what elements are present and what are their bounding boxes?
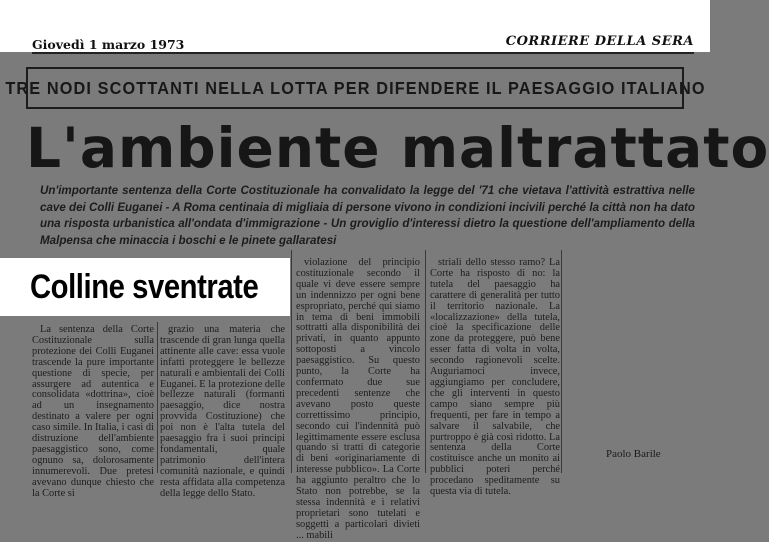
newspaper-masthead: CORRIERE DELLA SERA — [505, 34, 694, 49]
column-divider — [157, 322, 158, 473]
article-column-2 — [160, 324, 285, 499]
article-summary: Un'importante sentenza della Corte Costituzionale ha convalidato la legge del '71 che vietava l'attività estrattiva nelle cave dei Colli Euganei - A Roma centinaia di migliaia di persone vivono in condizioni incivili perché la città non ha dato una risposta urbanistica all'ondata d'immigrazione - Un groviglio d'interessi dietro la questione dell'ampliamento della Malpensa che minaccia i boschi e le pinete gallaratesi — [40, 184, 695, 247]
article-signature: Paolo Barile — [606, 448, 661, 460]
article-subhead: Colline sventrate — [30, 267, 259, 306]
article-column-1 — [32, 324, 154, 499]
article-column-3 — [296, 257, 420, 541]
column-text: La sentenza della Corte Costituzionale sulla protezione dei Colli Euganei trascende la pure importante questione di specie, per assurgere ad autentica e consolidata «dottrina», cioè ad un insegnamento destinato a valere per ogni caso simile. In Italia, i casi di distruzione dell'ambiente paesaggistico sono, come ognuno sa, dolorosamente innumerevoli. Due pretesi avevano dunque chiesto che la Corte si — [32, 324, 154, 499]
column-divider — [561, 250, 562, 473]
subhead-box — [0, 258, 290, 316]
column-text: violazione del principio costituzionale secondo il quale vi deve essere sempre un indennizzo per ogni bene espropriato, perché qui siamo in tema di beni immobili sottratti alla disponibilità dei privati, in quanto appunto sottoposti a vincolo paesaggistico. Su questo punto, la Corte ha confermato due sue precedenti sentenze che avevano posto queste correttissimo principio, secondo cui l'indennità può legittimamente essere esclusa quando si tratti di categorie di beni «originariamente di interesse pubblico». La Corte ha aggiunto peraltro che lo Stato non potrebbe, se la stessa indennità e i relativi proprietari sono tutelati e soggetti a particolari divieti ... mabili — [296, 257, 420, 541]
column-text: striali dello stesso ramo? La Corte ha risposto di no: la tutela del paesaggio ha carattere di generalità per tutto il territorio nazionale. La «localizzazione» della tutela, cioè la specificazione delle zone da proteggere, può bene esser fatta di volta in volta, secondo ragionevoli scelte. Auguriamoci invece, aggiungiamo per concludere, che gli interventi in questo campo siano sempre più frequenti, per fare in tempo a salvare il salvabile, che purtroppo è già così ridotto. La sentenza della Corte costituisce anche un monito ai pubblici poteri perché procedano speditamente su questa via di tutela. — [430, 257, 560, 498]
article-headline: L'ambiente maltrattato — [26, 116, 769, 180]
kicker-box — [4, 67, 706, 109]
newspaper-header — [0, 0, 710, 52]
issue-date: Giovedì 1 marzo 1973 — [32, 37, 185, 52]
column-divider — [425, 250, 426, 473]
article-column-4 — [430, 257, 560, 498]
header-rule — [32, 52, 694, 54]
column-text: grazio una materia che trascende di gran lunga quella attinente alle cave: essa vuole infatti proteggere le bellezze naturali e ambientali dei Colli Euganei. E la protezione delle bellezze naturali (formanti paesaggio, dice nostra provvida Costituzione) che poi non è l'alta tutela del paesaggio fra i suoi principi fondamentali, quale patrimonio dell'intera comunità nazionale, e quindi resta affidata alla competenza della legge dello Stato. — [160, 324, 285, 499]
column-divider — [291, 250, 292, 473]
article-kicker: TRE NODI SCOTTANTI NELLA LOTTA PER DIFENDERE IL PAESAGGIO ITALIANO — [4, 77, 706, 98]
